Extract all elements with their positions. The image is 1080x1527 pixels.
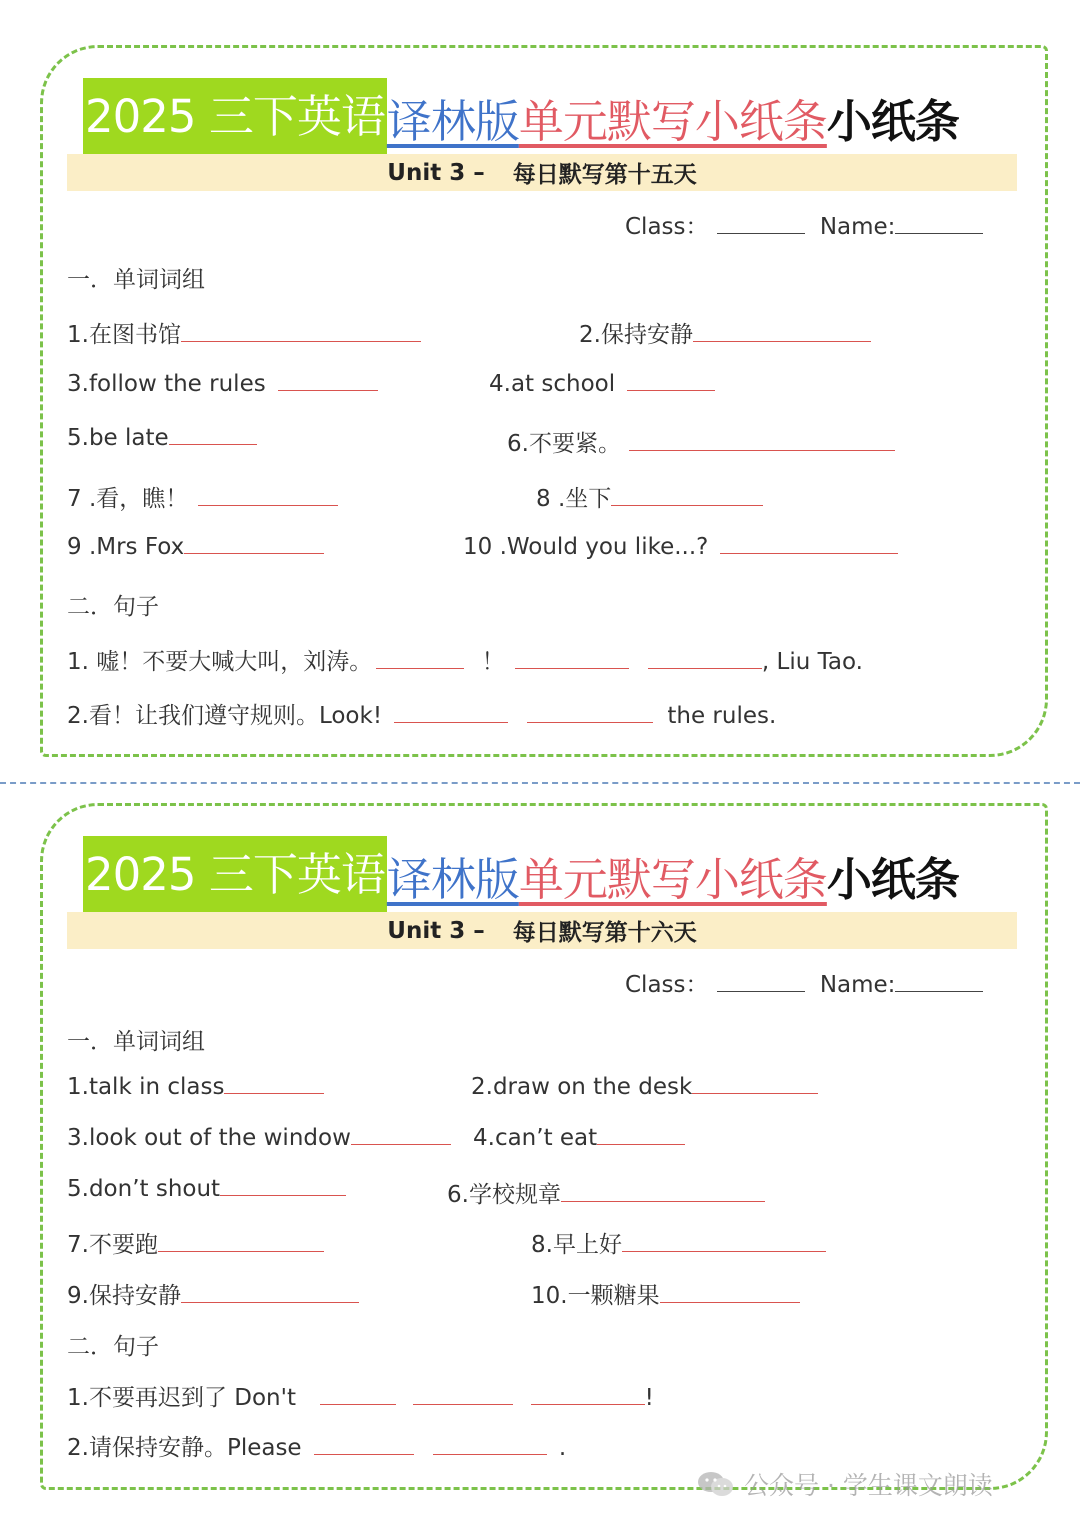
answer-blank[interactable]	[394, 721, 508, 723]
answer-blank[interactable]	[660, 1301, 800, 1303]
unit-day: 每日默写第十六天	[512, 920, 697, 946]
title-edition: 译林版	[386, 852, 519, 906]
answer-blank[interactable]	[597, 1143, 685, 1145]
vocab-item-2: 2.保持安静	[579, 316, 871, 349]
section-sentence-title: 二．句子	[67, 1334, 159, 1360]
class-name-line	[625, 208, 991, 241]
answer-blank[interactable]	[224, 1092, 324, 1094]
vocab-item-8: 8.早上好	[531, 1226, 826, 1259]
unit-banner	[67, 912, 1017, 949]
vocab-item-9: 9 .Mrs Fox	[67, 534, 324, 560]
answer-blank[interactable]	[351, 1143, 451, 1145]
class-label: Class：	[625, 214, 709, 240]
vocab-item-10: 10.一颗糖果	[531, 1277, 800, 1310]
vocab-item-1: 1.在图书馆	[67, 316, 421, 349]
unit-day: 每日默写第十五天	[512, 162, 697, 188]
answer-blank[interactable]	[561, 1200, 765, 1202]
title-unit-dictation: 单元默写小纸条	[518, 94, 827, 148]
vocab-item-5: 5.don’t shout	[67, 1176, 346, 1202]
vocab-item-6: 6.学校规章	[447, 1176, 765, 1209]
name-blank[interactable]	[895, 990, 983, 992]
answer-blank[interactable]	[314, 1453, 414, 1455]
unit-banner	[67, 154, 1017, 191]
vocab-item-6: 6.不要紧。	[507, 425, 895, 458]
answer-blank[interactable]	[181, 1301, 359, 1303]
dictation-card-1	[40, 45, 1048, 757]
card-title	[83, 78, 959, 156]
answer-blank[interactable]	[158, 1250, 324, 1252]
sentence-1: 1. 嘘！不要大喊大叫，刘涛。 ！ , Liu Tao.	[67, 649, 863, 675]
sentence-2: 2.看！让我们遵守规则。Look! the rules.	[67, 703, 777, 729]
answer-blank[interactable]	[692, 1092, 818, 1094]
class-blank[interactable]	[717, 232, 805, 234]
unit-label: Unit 3 –	[387, 159, 485, 186]
title-year-grade: 2025 三下英语	[83, 836, 387, 914]
answer-blank[interactable]	[629, 449, 895, 451]
sentence-2: 2.请保持安静。Please .	[67, 1435, 567, 1461]
name-label: Name:	[819, 214, 896, 240]
answer-blank[interactable]	[648, 667, 762, 669]
vocab-item-9: 9.保持安静	[67, 1277, 359, 1310]
dictation-card-2	[40, 803, 1048, 1490]
vocab-item-7: 7.不要跑	[67, 1226, 324, 1259]
title-year-grade: 2025 三下英语	[83, 78, 387, 156]
vocab-item-4: 4.can’t eat	[473, 1125, 685, 1151]
class-blank[interactable]	[717, 990, 805, 992]
answer-blank[interactable]	[198, 504, 338, 506]
answer-blank[interactable]	[720, 552, 898, 554]
vocab-item-3: 3.follow the rules	[67, 371, 378, 397]
sentence-1: 1.不要再迟到了 Don't !	[67, 1385, 654, 1411]
watermark-text: 公众号 · 学生课文朗读	[744, 1471, 993, 1500]
vocab-item-3: 3.look out of the window	[67, 1125, 451, 1151]
answer-blank[interactable]	[693, 340, 871, 342]
unit-label: Unit 3 –	[387, 917, 485, 944]
section-sentence-title: 二．句子	[67, 594, 159, 620]
title-edition: 译林版	[386, 94, 519, 148]
answer-blank[interactable]	[278, 389, 378, 391]
answer-blank[interactable]	[169, 443, 257, 445]
answer-blank[interactable]	[622, 1250, 826, 1252]
answer-blank[interactable]	[376, 667, 464, 669]
section-vocab-title: 一．单词词组	[67, 267, 205, 293]
answer-blank[interactable]	[611, 504, 763, 506]
answer-blank[interactable]	[433, 1453, 547, 1455]
title-unit-dictation: 单元默写小纸条	[518, 852, 827, 906]
vocab-item-4: 4.at school	[489, 371, 715, 397]
answer-blank[interactable]	[627, 389, 715, 391]
vocab-item-1: 1.talk in class	[67, 1074, 324, 1100]
class-label: Class：	[625, 972, 709, 998]
answer-blank[interactable]	[527, 721, 653, 723]
answer-blank[interactable]	[515, 667, 629, 669]
title-slip: 小纸条	[826, 852, 959, 906]
answer-blank[interactable]	[181, 340, 421, 342]
vocab-item-10: 10 .Would you like...?	[463, 534, 898, 560]
name-label: Name:	[819, 972, 896, 998]
answer-blank[interactable]	[184, 552, 324, 554]
title-slip: 小纸条	[826, 94, 959, 148]
section-vocab-title: 一．单词词组	[67, 1029, 205, 1055]
vocab-item-7: 7 .看，瞧！	[67, 480, 338, 513]
vocab-item-8: 8 .坐下	[536, 480, 763, 513]
watermark	[696, 1466, 993, 1502]
vocab-item-2: 2.draw on the desk	[471, 1074, 818, 1100]
cut-line	[0, 782, 1080, 784]
vocab-item-5: 5.be late	[67, 425, 257, 451]
name-blank[interactable]	[895, 232, 983, 234]
card-title	[83, 836, 959, 914]
answer-blank[interactable]	[413, 1403, 513, 1405]
answer-blank[interactable]	[531, 1403, 645, 1405]
wechat-icon	[696, 1469, 736, 1499]
answer-blank[interactable]	[220, 1194, 346, 1196]
answer-blank[interactable]	[320, 1403, 396, 1405]
class-name-line	[625, 966, 991, 999]
